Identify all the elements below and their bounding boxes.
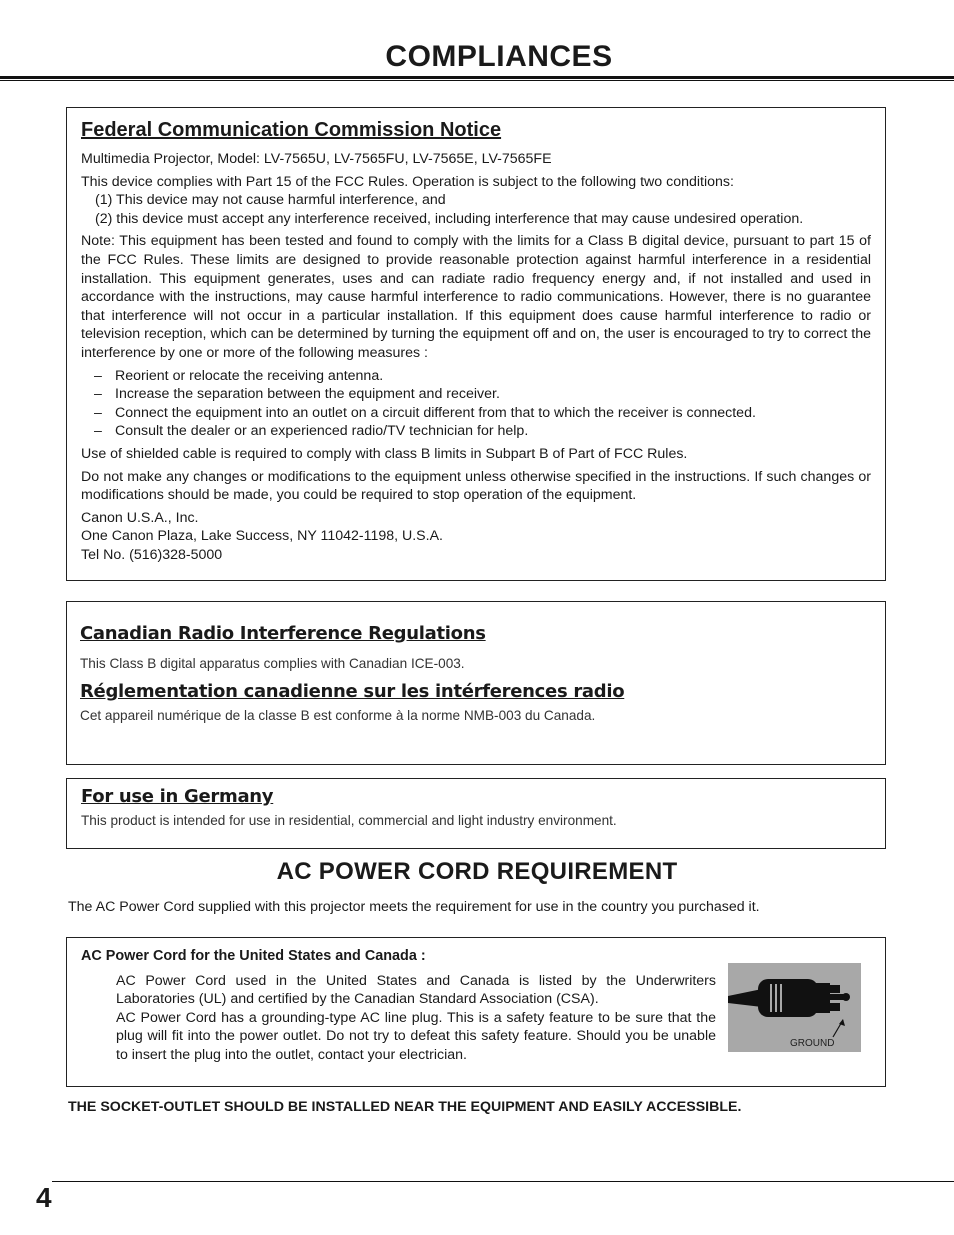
title-rule-thin [0, 80, 954, 81]
list-item [81, 367, 871, 386]
fcc-notice-box [66, 107, 886, 581]
ground-label: GROUND [790, 1038, 835, 1049]
measure-text: Consult the dealer or an experienced radio/TV technician for help. [115, 423, 529, 440]
measure-text: Reorient or relocate the receiving antenna. [115, 367, 384, 384]
measure-text: Increase the separation between the equipment and receiver. [115, 386, 500, 403]
canada-regulations-box [66, 601, 886, 765]
fcc-note-paragraph: Note: This equipment has been tested and found to comply with the limits for a Class B digital device, pursuant to part 15 of the FCC Rules. These limits are designed to provide reasonable protection against harmful interference in a residential installation. This equipment generates, uses and can radiate radio frequency energy and, if not installed and used in accordance with the instructions, may cause harmful interference to radio communications. However, there is no guarantee that interference will not occur in a particular installation. If this equipment does cause harmful interference to radio or television reception, which can be determined by turning the equipment off and on, the user is encouraged to try to correct the interference by one or more of the following measures : [81, 233, 871, 361]
canada-heading-en: Canadian Radio Interference Regulations [80, 623, 486, 644]
fcc-company: Canon U.S.A., Inc. [81, 509, 199, 526]
germany-text: This product is intended for use in residential, commercial and light industry environment. [81, 813, 617, 828]
fcc-condition-2: (2) this device must accept any interference received, including interference that may cause undesired operation. [95, 210, 804, 227]
ac-power-intro: The AC Power Cord supplied with this projector meets the requirement for use in the country you purchased it. [68, 899, 760, 915]
socket-notice: THE SOCKET-OUTLET SHOULD BE INSTALLED NEAR THE EQUIPMENT AND EASILY ACCESSIBLE. [68, 1099, 742, 1115]
fcc-measures-list [81, 367, 871, 441]
canada-heading-fr: Réglementation canadienne sur les intérferences radio [80, 681, 625, 702]
list-item [81, 385, 871, 404]
dash-bullet: – [94, 423, 102, 440]
footer-rule [52, 1181, 954, 1182]
fcc-address: One Canon Plaza, Lake Success, NY 11042-1198, U.S.A. [81, 528, 443, 545]
fcc-changes-text: Do not make any changes or modifications to the equipment unless otherwise specified in the instructions. If such changes or modifications should be made, you could be required to stop operation of the equipment. [81, 468, 871, 504]
title-rule [0, 76, 954, 79]
fcc-model-line: Multimedia Projector, Model: LV-7565U, LV-7565FU, LV-7565E, LV-7565FE [81, 151, 552, 167]
page-number: 4 [36, 1182, 52, 1213]
ac-para-1: AC Power Cord used in the United States and Canada is listed by the Underwriters Laboratories (UL) and certified by the Canadian Standard Association (CSA). [116, 972, 716, 1008]
plug-illustration [728, 963, 861, 1052]
fcc-heading: Federal Communication Commission Notice [81, 119, 502, 141]
ac-box-heading: AC Power Cord for the United States and Canada : [81, 948, 426, 964]
list-item [81, 404, 871, 423]
fcc-shielded-text: Use of shielded cable is required to comply with class B limits in Subpart B of Part of FCC Rules. [81, 445, 688, 462]
ac-power-title: AC POWER CORD REQUIREMENT [276, 858, 678, 885]
ac-para-2: AC Power Cord has a grounding-type AC line plug. This is a safety feature to be sure that the plug will fit into the power outlet. Do not try to defeat this safety feature. Should you be unable to insert the plug into the outlet, contact your electrician. [116, 1009, 716, 1063]
fcc-phone: Tel No. (516)328-5000 [81, 546, 223, 563]
canada-text-fr: Cet appareil numérique de la classe B est conforme à la norme NMB-003 du Canada. [80, 708, 596, 723]
dash-bullet: – [94, 386, 102, 403]
germany-heading: For use in Germany [81, 786, 274, 807]
ac-box-body [116, 972, 716, 1065]
germany-box [66, 778, 886, 849]
list-item [81, 422, 871, 441]
page-title: COMPLIANCES [385, 40, 613, 73]
dash-bullet: – [94, 404, 102, 421]
canada-text-en: This Class B digital apparatus complies with Canadian ICE-003. [80, 656, 465, 671]
fcc-complies-text: This device complies with Part 15 of the FCC Rules. Operation is subject to the following two conditions: [81, 173, 734, 190]
ac-power-box [66, 937, 886, 1087]
measure-text: Connect the equipment into an outlet on a circuit different from that to which the receiver is connected. [115, 404, 756, 421]
dash-bullet: – [94, 367, 102, 384]
fcc-condition-1: (1) This device may not cause harmful interference, and [95, 192, 446, 209]
